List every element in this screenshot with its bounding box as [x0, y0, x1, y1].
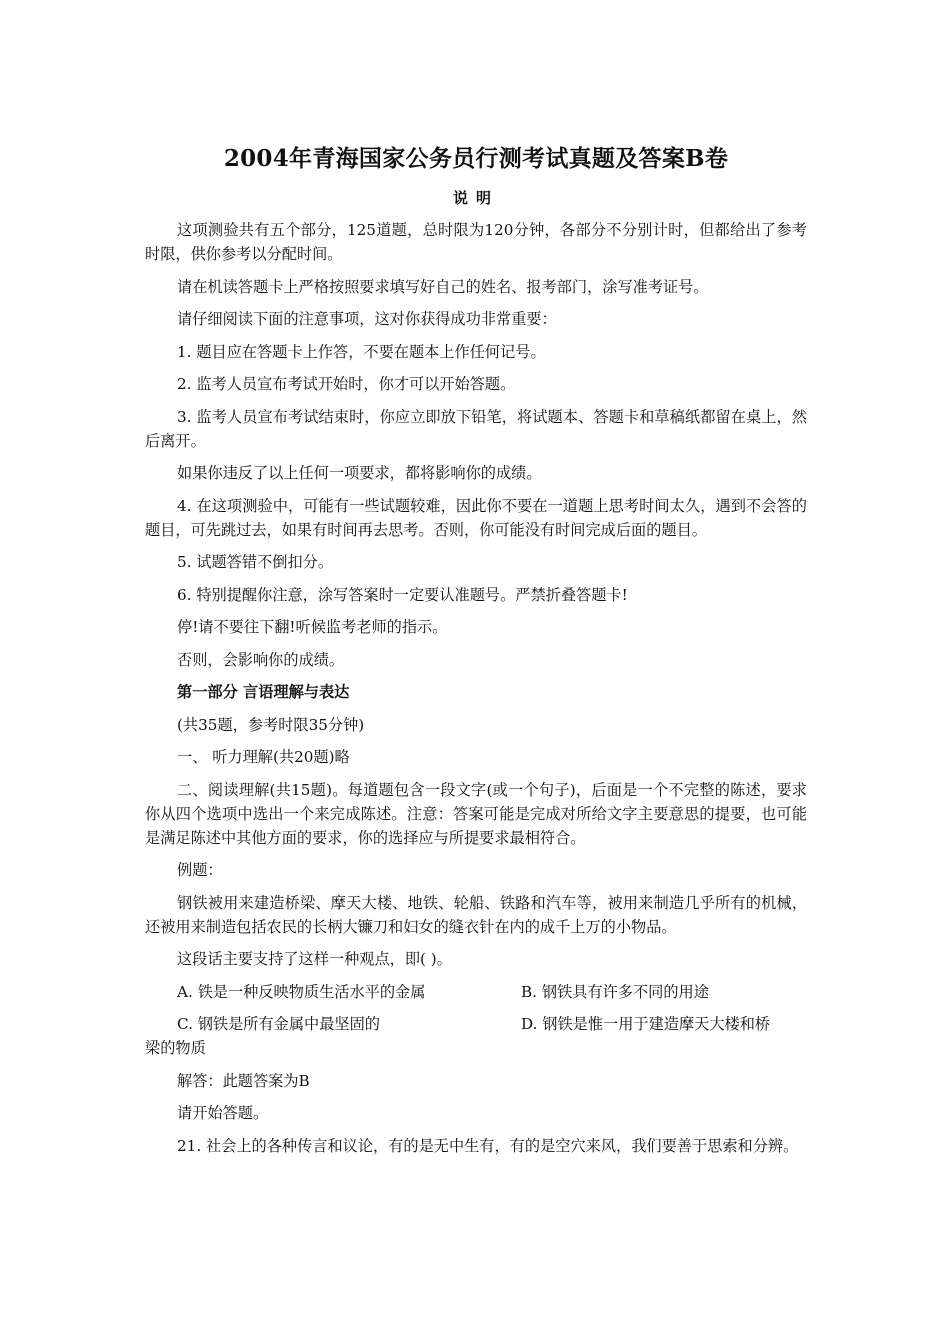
- intro-paragraph: 请在机读答题卡上严格按照要求填写好自己的姓名、报考部门，涂写准考证号。: [177, 277, 709, 296]
- options-row: [145, 1012, 807, 1060]
- example-question: 这段话主要支持了这样一种观点，即( )。: [177, 950, 452, 968]
- section-heading: 一、 听力理解(共20题)略: [177, 748, 350, 766]
- notice-item: 5. 试题答错不倒扣分。: [177, 553, 334, 571]
- notice-item: 1. 题目应在答题卡上作答，不要在题本上作任何记号。: [177, 342, 546, 361]
- notice-item: 2. 监考人员宣布考试开始时，你才可以开始答题。: [177, 375, 516, 393]
- option-a: A. 铁是一种反映物质生活水平的金属: [177, 982, 426, 1001]
- notice-item: 6. 特别提醒你注意，涂写答案时一定要认准题号。严禁折叠答题卡!: [177, 585, 628, 604]
- notice-paragraph: 否则，会影响你的成绩。: [177, 650, 345, 669]
- notice-item: 3. 监考人员宣布考试结束时，你应立即放下铅笔，将试题本、答题卡和草稿纸都留在桌上，然后离开。: [145, 407, 807, 450]
- notice-paragraph: 停!请不要往下翻!听候监考老师的指示。: [177, 618, 448, 636]
- notice-paragraph: 如果你违反了以上任何一项要求，都将影响你的成绩。: [177, 464, 542, 482]
- document-title: 2004年青海国家公务员行测考试真题及答案B卷: [223, 145, 729, 172]
- option-b: B. 钢铁具有许多不同的用途: [521, 982, 709, 1001]
- intro-paragraph: 请仔细阅读下面的注意事项，这对你获得成功非常重要：: [177, 310, 557, 328]
- intro-paragraph: 这项测验共有五个部分，125道题，总时限为120分钟，各部分不分别计时，但都给出了参考时限，供你参考以分配时间。: [145, 221, 807, 263]
- instructions-heading: 说明: [452, 189, 499, 207]
- option-d-continuation: 梁的物质: [145, 1039, 206, 1057]
- question-21: 21. 社会上的各种传言和议论，有的是无中生有，有的是空穴来风，我们要善于思索和分辨。: [177, 1136, 799, 1155]
- start-instruction: 请开始答题。: [177, 1104, 269, 1122]
- section-instructions: 二、阅读理解(共15题)。每道题包含一段文字(或一个句子)，后面是一个不完整的陈述，要求你从四个选项中选出一个来完成陈述。注意：答案可能是完成对所给文字主要意思的提要，也可能是满足陈述中其他方面的要求，你的选择应与所提要求最相符合。: [145, 780, 807, 847]
- part-heading: 第一部分 言语理解与表达: [177, 683, 350, 701]
- part-meta: (共35题，参考时限35分钟): [177, 715, 365, 734]
- notice-item: 4. 在这项测验中，可能有一些试题较难，因此你不要在一道题上思考时间太久，遇到不会答的题目，可先跳过去，如果有时间再去思考。否则，你可能没有时间完成后面的题目。: [145, 496, 807, 539]
- option-c: C. 钢铁是所有金属中最坚固的: [177, 1015, 380, 1033]
- document-page: [145, 140, 807, 1166]
- option-d: D. 钢铁是惟一用于建造摩天大楼和桥: [521, 1015, 771, 1033]
- example-label: 例题：: [177, 861, 223, 879]
- options-row: [145, 980, 807, 1004]
- example-text: 钢铁被用来建造桥梁、摩天大楼、地铁、轮船、铁路和汽车等，被用来制造几乎所有的机械，还被用来制造包括农民的长柄大镰刀和妇女的缝衣针在内的成千上万的小物品。: [145, 893, 807, 936]
- example-answer: 解答：此题答案为B: [177, 1071, 310, 1090]
